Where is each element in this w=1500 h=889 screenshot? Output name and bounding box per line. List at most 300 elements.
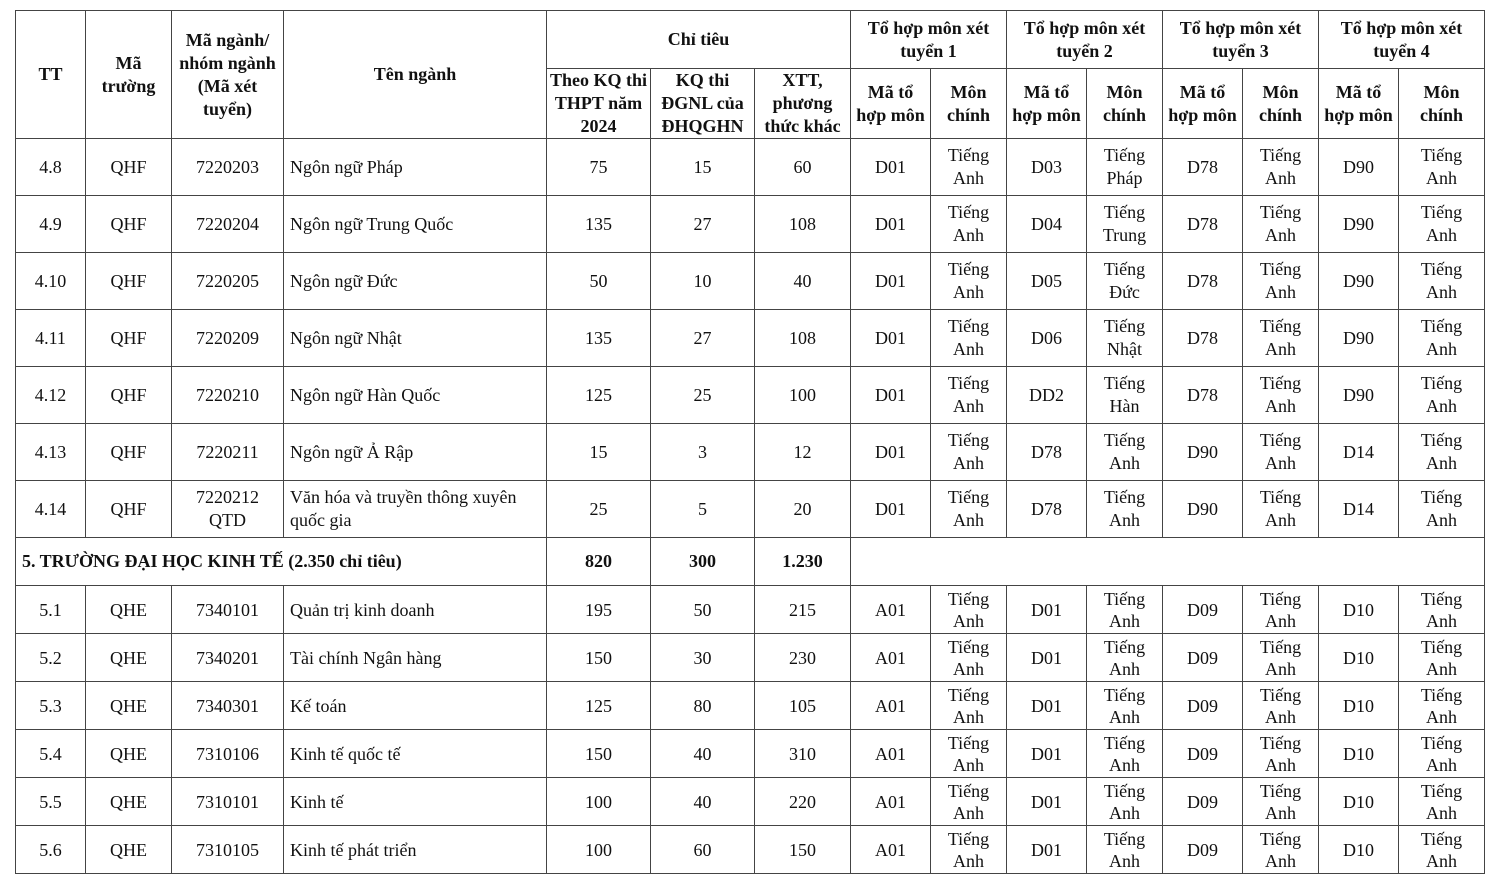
mon-line1: Tiếng [1420, 145, 1463, 165]
mon-line1: Tiếng [1103, 145, 1146, 165]
cell-ten-nganh: Văn hóa và truyền thông xuyên quốc gia [284, 481, 547, 538]
cell-mon-chinh-4 [1399, 310, 1485, 367]
mon-line2: Anh [1265, 396, 1296, 416]
cell-ma-to-hop-3: D78 [1163, 139, 1243, 196]
cell-mon-chinh-2 [1087, 634, 1163, 682]
cell-mon-chinh-4 [1399, 826, 1485, 874]
cell-ten-nganh: Ngôn ngữ Đức [284, 253, 547, 310]
cell-ma-to-hop-1: D01 [851, 310, 931, 367]
cell-ma-to-hop-2: D01 [1007, 778, 1087, 826]
mon-line1: Tiếng [1420, 316, 1463, 336]
cell-truong: QHF [86, 481, 172, 538]
cell-ten-nganh: Kinh tế quốc tế [284, 730, 547, 778]
cell-ma-to-hop-4: D10 [1319, 778, 1399, 826]
cell-dgnl: 5 [651, 481, 755, 538]
mon-line1: Tiếng [947, 202, 990, 222]
mon-line1: Tiếng [1259, 316, 1302, 336]
mon-line1: Tiếng [947, 636, 990, 657]
cell-thpt: 150 [547, 634, 651, 682]
mon-line1: Tiếng [1103, 588, 1146, 609]
cell-truong: QHE [86, 586, 172, 634]
mon-line2: Trung [1102, 225, 1147, 245]
cell-dgnl: 15 [651, 139, 755, 196]
cell-ma-nganh: 7220210 [172, 367, 284, 424]
table-row [16, 196, 1485, 253]
header-ma-to-hop: Mã tổ hợp môn [851, 69, 931, 139]
table-row [16, 826, 1485, 874]
cell-xtt: 220 [755, 778, 851, 826]
cell-ten-nganh: Kế toán [284, 682, 547, 730]
mon-line2: Anh [1426, 339, 1457, 359]
mon-line2: Hàn [1109, 396, 1140, 416]
cell-mon-chinh-2 [1087, 826, 1163, 874]
mon-line2: Anh [953, 658, 984, 679]
header-to-hop-1: Tổ hợp môn xét tuyển 1 [851, 11, 1007, 69]
mon-line2: Anh [1426, 168, 1457, 188]
mon-line2: Anh [1426, 225, 1457, 245]
header-kq-dgnl: KQ thi ĐGNL của ĐHQGHN [651, 69, 755, 139]
cell-ma-to-hop-2: D06 [1007, 310, 1087, 367]
cell-mon-chinh-4 [1399, 682, 1485, 730]
mon-line2: Anh [1265, 754, 1296, 775]
mon-line1: Tiếng [947, 588, 990, 609]
header-chi-tieu: Chỉ tiêu [547, 11, 851, 69]
section-empty [851, 538, 1485, 586]
table-row [16, 586, 1485, 634]
cell-truong: QHF [86, 253, 172, 310]
cell-ma-to-hop-4: D14 [1319, 481, 1399, 538]
cell-thpt: 75 [547, 139, 651, 196]
cell-ten-nganh: Ngôn ngữ Pháp [284, 139, 547, 196]
section-title: 5. TRƯỜNG ĐẠI HỌC KINH TẾ (2.350 chỉ tiêu) [16, 538, 547, 586]
mon-line2: Anh [1426, 453, 1457, 473]
header-ma-to-hop: Mã tổ hợp môn [1319, 69, 1399, 139]
mon-line1: Tiếng [1103, 487, 1146, 507]
cell-mon-chinh-1 [931, 367, 1007, 424]
mon-line2: Anh [1265, 282, 1296, 302]
mon-line1: Tiếng [1420, 828, 1463, 849]
mon-line2: Anh [953, 802, 984, 823]
cell-ma-to-hop-4: D10 [1319, 586, 1399, 634]
cell-mon-chinh-4 [1399, 253, 1485, 310]
cell-thpt: 135 [547, 196, 651, 253]
mon-line1: Tiếng [1103, 373, 1146, 393]
cell-mon-chinh-1 [931, 139, 1007, 196]
cell-ma-to-hop-1: D01 [851, 196, 931, 253]
cell-mon-chinh-3 [1243, 778, 1319, 826]
cell-ma-to-hop-3: D78 [1163, 310, 1243, 367]
cell-ma-to-hop-1: D01 [851, 367, 931, 424]
cell-ma-to-hop-3: D78 [1163, 253, 1243, 310]
cell-ten-nganh: Kinh tế phát triển [284, 826, 547, 874]
cell-ma-to-hop-3: D09 [1163, 778, 1243, 826]
cell-truong: QHE [86, 778, 172, 826]
cell-ma-to-hop-4: D10 [1319, 826, 1399, 874]
cell-ten-nganh: Ngôn ngữ Hàn Quốc [284, 367, 547, 424]
cell-xtt: 20 [755, 481, 851, 538]
mon-line2: Pháp [1106, 168, 1143, 188]
cell-mon-chinh-2 [1087, 196, 1163, 253]
cell-mon-chinh-1 [931, 826, 1007, 874]
mon-line2: Anh [1426, 610, 1457, 631]
cell-ma-nganh [172, 481, 284, 538]
cell-mon-chinh-4 [1399, 730, 1485, 778]
cell-ma-to-hop-4: D90 [1319, 367, 1399, 424]
mon-line1: Tiếng [947, 316, 990, 336]
cell-dgnl: 30 [651, 634, 755, 682]
table-row [16, 139, 1485, 196]
table-row [16, 310, 1485, 367]
mon-line2: Anh [953, 282, 984, 302]
cell-ten-nganh: Quản trị kinh doanh [284, 586, 547, 634]
mon-line1: Tiếng [947, 684, 990, 705]
cell-xtt: 150 [755, 826, 851, 874]
cell-tt: 5.5 [16, 778, 86, 826]
header-tt: TT [16, 11, 86, 139]
cell-thpt: 15 [547, 424, 651, 481]
cell-tt: 4.11 [16, 310, 86, 367]
mon-line2: Anh [953, 706, 984, 727]
cell-ma-to-hop-1: D01 [851, 139, 931, 196]
cell-truong: QHF [86, 139, 172, 196]
cell-mon-chinh-2 [1087, 310, 1163, 367]
cell-mon-chinh-4 [1399, 586, 1485, 634]
cell-mon-chinh-4 [1399, 139, 1485, 196]
mon-line1: Tiếng [1103, 259, 1146, 279]
cell-ma-to-hop-3: D90 [1163, 481, 1243, 538]
cell-xtt: 108 [755, 196, 851, 253]
section-dgnl-total: 300 [651, 538, 755, 586]
cell-xtt: 60 [755, 139, 851, 196]
cell-dgnl: 80 [651, 682, 755, 730]
cell-ma-nganh: 7310101 [172, 778, 284, 826]
cell-ten-nganh: Kinh tế [284, 778, 547, 826]
cell-tt: 5.4 [16, 730, 86, 778]
cell-mon-chinh-2 [1087, 778, 1163, 826]
mon-line1: Tiếng [1420, 487, 1463, 507]
mon-line1: Tiếng [1103, 828, 1146, 849]
cell-truong: QHE [86, 682, 172, 730]
cell-ma-to-hop-2: D01 [1007, 634, 1087, 682]
cell-ma-to-hop-4: D90 [1319, 253, 1399, 310]
mon-line2: Anh [953, 510, 984, 530]
cell-ma-to-hop-2: D01 [1007, 730, 1087, 778]
cell-mon-chinh-2 [1087, 253, 1163, 310]
cell-truong: QHF [86, 367, 172, 424]
cell-thpt: 100 [547, 778, 651, 826]
header-to-hop-2: Tổ hợp môn xét tuyển 2 [1007, 11, 1163, 69]
cell-tt: 5.1 [16, 586, 86, 634]
cell-mon-chinh-1 [931, 634, 1007, 682]
mon-line2: Anh [1265, 610, 1296, 631]
cell-truong: QHF [86, 310, 172, 367]
mon-line2: Anh [1426, 850, 1457, 871]
mon-line1: Tiếng [1259, 487, 1302, 507]
cell-ma-to-hop-2: D01 [1007, 586, 1087, 634]
mon-line2: Anh [1426, 282, 1457, 302]
mon-line2: Anh [1109, 850, 1140, 871]
mon-line2: Anh [953, 610, 984, 631]
cell-tt: 5.2 [16, 634, 86, 682]
mon-line2: Anh [1109, 510, 1140, 530]
cell-thpt: 195 [547, 586, 651, 634]
mon-line2: Anh [1109, 754, 1140, 775]
mon-line1: Tiếng [1259, 732, 1302, 753]
header-ma-truong: Mã trường [86, 11, 172, 139]
mon-line2: Anh [953, 396, 984, 416]
mon-line2: Anh [1109, 706, 1140, 727]
cell-ma-to-hop-1: D01 [851, 424, 931, 481]
cell-mon-chinh-3 [1243, 481, 1319, 538]
mon-line1: Tiếng [1420, 780, 1463, 801]
cell-thpt: 150 [547, 730, 651, 778]
mon-line1: Tiếng [1420, 373, 1463, 393]
cell-xtt: 100 [755, 367, 851, 424]
mon-line2: Anh [1265, 510, 1296, 530]
header-mon-chinh: Môn chính [1399, 69, 1485, 139]
table-row [16, 367, 1485, 424]
cell-ma-to-hop-4: D90 [1319, 196, 1399, 253]
mon-line2: Anh [1109, 453, 1140, 473]
cell-dgnl: 40 [651, 778, 755, 826]
cell-ma-nganh: 7220204 [172, 196, 284, 253]
cell-ma-to-hop-2: D78 [1007, 424, 1087, 481]
cell-ma-to-hop-2: D04 [1007, 196, 1087, 253]
cell-dgnl: 27 [651, 310, 755, 367]
cell-ma-to-hop-3: D09 [1163, 586, 1243, 634]
cell-ma-to-hop-1: A01 [851, 778, 931, 826]
mon-line2: Anh [1426, 396, 1457, 416]
mon-line2: Anh [1109, 802, 1140, 823]
cell-mon-chinh-2 [1087, 586, 1163, 634]
mon-line2: Anh [953, 850, 984, 871]
mon-line1: Tiếng [1259, 684, 1302, 705]
cell-ma-to-hop-3: D90 [1163, 424, 1243, 481]
cell-ma-to-hop-4: D10 [1319, 682, 1399, 730]
cell-ma-nganh: 7310106 [172, 730, 284, 778]
mon-line1: Tiếng [1103, 732, 1146, 753]
cell-mon-chinh-4 [1399, 196, 1485, 253]
mon-line1: Tiếng [947, 780, 990, 801]
cell-ma-to-hop-2: D01 [1007, 826, 1087, 874]
mon-line1: Tiếng [1259, 780, 1302, 801]
mon-line1: Tiếng [1420, 636, 1463, 657]
cell-ma-to-hop-1: A01 [851, 730, 931, 778]
mon-line1: Tiếng [1420, 732, 1463, 753]
cell-xtt: 105 [755, 682, 851, 730]
cell-ten-nganh: Ngôn ngữ Trung Quốc [284, 196, 547, 253]
cell-mon-chinh-1 [931, 310, 1007, 367]
cell-xtt: 108 [755, 310, 851, 367]
mon-line2: Anh [1265, 453, 1296, 473]
mon-line1: Tiếng [947, 732, 990, 753]
cell-tt: 4.9 [16, 196, 86, 253]
cell-xtt: 230 [755, 634, 851, 682]
cell-ma-to-hop-4: D90 [1319, 139, 1399, 196]
cell-ma-to-hop-1: A01 [851, 682, 931, 730]
cell-ma-nganh: 7340101 [172, 586, 284, 634]
header-mon-chinh: Môn chính [1087, 69, 1163, 139]
cell-mon-chinh-3 [1243, 586, 1319, 634]
cell-mon-chinh-3 [1243, 730, 1319, 778]
cell-ma-nganh: 7220205 [172, 253, 284, 310]
cell-ten-nganh: Ngôn ngữ Ả Rập [284, 424, 547, 481]
section-row [16, 538, 1485, 586]
cell-mon-chinh-2 [1087, 424, 1163, 481]
mon-line1: Tiếng [1420, 430, 1463, 450]
cell-mon-chinh-3 [1243, 826, 1319, 874]
cell-mon-chinh-3 [1243, 253, 1319, 310]
cell-ma-to-hop-4: D10 [1319, 634, 1399, 682]
cell-mon-chinh-4 [1399, 778, 1485, 826]
cell-tt: 5.6 [16, 826, 86, 874]
cell-thpt: 25 [547, 481, 651, 538]
cell-ma-to-hop-2: D01 [1007, 682, 1087, 730]
header-ma-to-hop: Mã tổ hợp môn [1007, 69, 1087, 139]
mon-line2: Anh [1265, 339, 1296, 359]
cell-tt: 4.8 [16, 139, 86, 196]
mon-line1: Tiếng [947, 430, 990, 450]
cell-ma-nganh: 7220203 [172, 139, 284, 196]
cell-dgnl: 25 [651, 367, 755, 424]
mon-line1: Tiếng [1259, 145, 1302, 165]
cell-mon-chinh-2 [1087, 367, 1163, 424]
mon-line2: Anh [1426, 510, 1457, 530]
cell-mon-chinh-2 [1087, 139, 1163, 196]
cell-mon-chinh-2 [1087, 730, 1163, 778]
cell-ma-nganh: 7340201 [172, 634, 284, 682]
cell-dgnl: 27 [651, 196, 755, 253]
cell-mon-chinh-1 [931, 586, 1007, 634]
table-row [16, 778, 1485, 826]
header-mon-chinh: Môn chính [1243, 69, 1319, 139]
mon-line2: Anh [953, 453, 984, 473]
cell-mon-chinh-3 [1243, 196, 1319, 253]
cell-mon-chinh-1 [931, 196, 1007, 253]
mon-line1: Tiếng [1103, 202, 1146, 222]
header-ma-to-hop: Mã tổ hợp môn [1163, 69, 1243, 139]
cell-ma-nganh: 7220209 [172, 310, 284, 367]
cell-ma-to-hop-2: D05 [1007, 253, 1087, 310]
mon-line1: Tiếng [1259, 202, 1302, 222]
cell-ma-to-hop-4: D14 [1319, 424, 1399, 481]
cell-mon-chinh-4 [1399, 424, 1485, 481]
cell-mon-chinh-3 [1243, 424, 1319, 481]
cell-ma-to-hop-4: D90 [1319, 310, 1399, 367]
cell-xtt: 310 [755, 730, 851, 778]
cell-mon-chinh-3 [1243, 367, 1319, 424]
mon-line2: Anh [1426, 754, 1457, 775]
mon-line1: Tiếng [947, 828, 990, 849]
cell-truong: QHF [86, 424, 172, 481]
mon-line2: Anh [1109, 610, 1140, 631]
cell-thpt: 125 [547, 682, 651, 730]
table-row [16, 682, 1485, 730]
cell-dgnl: 40 [651, 730, 755, 778]
cell-ma-to-hop-3: D78 [1163, 196, 1243, 253]
cell-mon-chinh-1 [931, 424, 1007, 481]
mon-line2: Anh [953, 339, 984, 359]
cell-truong: QHE [86, 634, 172, 682]
cell-mon-chinh-3 [1243, 139, 1319, 196]
mon-line1: Tiếng [1103, 684, 1146, 705]
cell-ma-to-hop-1: D01 [851, 253, 931, 310]
cell-tt: 4.14 [16, 481, 86, 538]
header-to-hop-4: Tổ hợp môn xét tuyển 4 [1319, 11, 1485, 69]
cell-truong: QHE [86, 730, 172, 778]
mon-line1: Tiếng [1420, 588, 1463, 609]
cell-ma-to-hop-4: D10 [1319, 730, 1399, 778]
mon-line2: Anh [1265, 225, 1296, 245]
mon-line1: Tiếng [1103, 430, 1146, 450]
cell-tt: 4.12 [16, 367, 86, 424]
cell-tt: 4.10 [16, 253, 86, 310]
mon-line1: Tiếng [1259, 588, 1302, 609]
mon-line1: Tiếng [947, 259, 990, 279]
header-mon-chinh: Môn chính [931, 69, 1007, 139]
mon-line1: Tiếng [1259, 259, 1302, 279]
table-row [16, 253, 1485, 310]
admissions-table [15, 10, 1485, 874]
cell-ma-to-hop-2: D78 [1007, 481, 1087, 538]
cell-xtt: 40 [755, 253, 851, 310]
cell-xtt: 215 [755, 586, 851, 634]
mon-line1: Tiếng [1103, 780, 1146, 801]
header-ma-nganh: Mã ngành/ nhóm ngành (Mã xét tuyển) [172, 11, 284, 139]
cell-dgnl: 3 [651, 424, 755, 481]
mon-line2: Anh [1265, 168, 1296, 188]
cell-thpt: 125 [547, 367, 651, 424]
mon-line2: Anh [953, 225, 984, 245]
table-row [16, 730, 1485, 778]
cell-ma-to-hop-1: D01 [851, 481, 931, 538]
table-row [16, 424, 1485, 481]
mon-line1: Tiếng [947, 373, 990, 393]
cell-mon-chinh-3 [1243, 310, 1319, 367]
header-xtt: XTT, phương thức khác [755, 69, 851, 139]
cell-ma-to-hop-3: D78 [1163, 367, 1243, 424]
table-row [16, 634, 1485, 682]
mon-line2: Đức [1109, 282, 1140, 302]
cell-ten-nganh: Tài chính Ngân hàng [284, 634, 547, 682]
mon-line1: Tiếng [947, 145, 990, 165]
cell-ma-to-hop-3: D09 [1163, 730, 1243, 778]
mon-line1: Tiếng [1259, 828, 1302, 849]
cell-ma-to-hop-3: D09 [1163, 826, 1243, 874]
cell-ma-nganh: 7220211 [172, 424, 284, 481]
cell-dgnl: 10 [651, 253, 755, 310]
cell-thpt: 50 [547, 253, 651, 310]
cell-dgnl: 50 [651, 586, 755, 634]
mon-line2: Anh [953, 168, 984, 188]
cell-ma-to-hop-2: DD2 [1007, 367, 1087, 424]
mon-line1: Tiếng [1103, 636, 1146, 657]
cell-ma-to-hop-3: D09 [1163, 682, 1243, 730]
mon-line2: Anh [1426, 706, 1457, 727]
mon-line1: Tiếng [1259, 430, 1302, 450]
mon-line2: Anh [1265, 658, 1296, 679]
cell-mon-chinh-1 [931, 730, 1007, 778]
mon-line1: Tiếng [1420, 684, 1463, 705]
cell-mon-chinh-2 [1087, 481, 1163, 538]
mon-line1: Tiếng [1420, 202, 1463, 222]
mon-line2: Anh [1109, 658, 1140, 679]
cell-mon-chinh-4 [1399, 481, 1485, 538]
cell-thpt: 100 [547, 826, 651, 874]
mon-line1: Tiếng [1259, 636, 1302, 657]
mon-line1: Tiếng [1259, 373, 1302, 393]
cell-mon-chinh-1 [931, 682, 1007, 730]
